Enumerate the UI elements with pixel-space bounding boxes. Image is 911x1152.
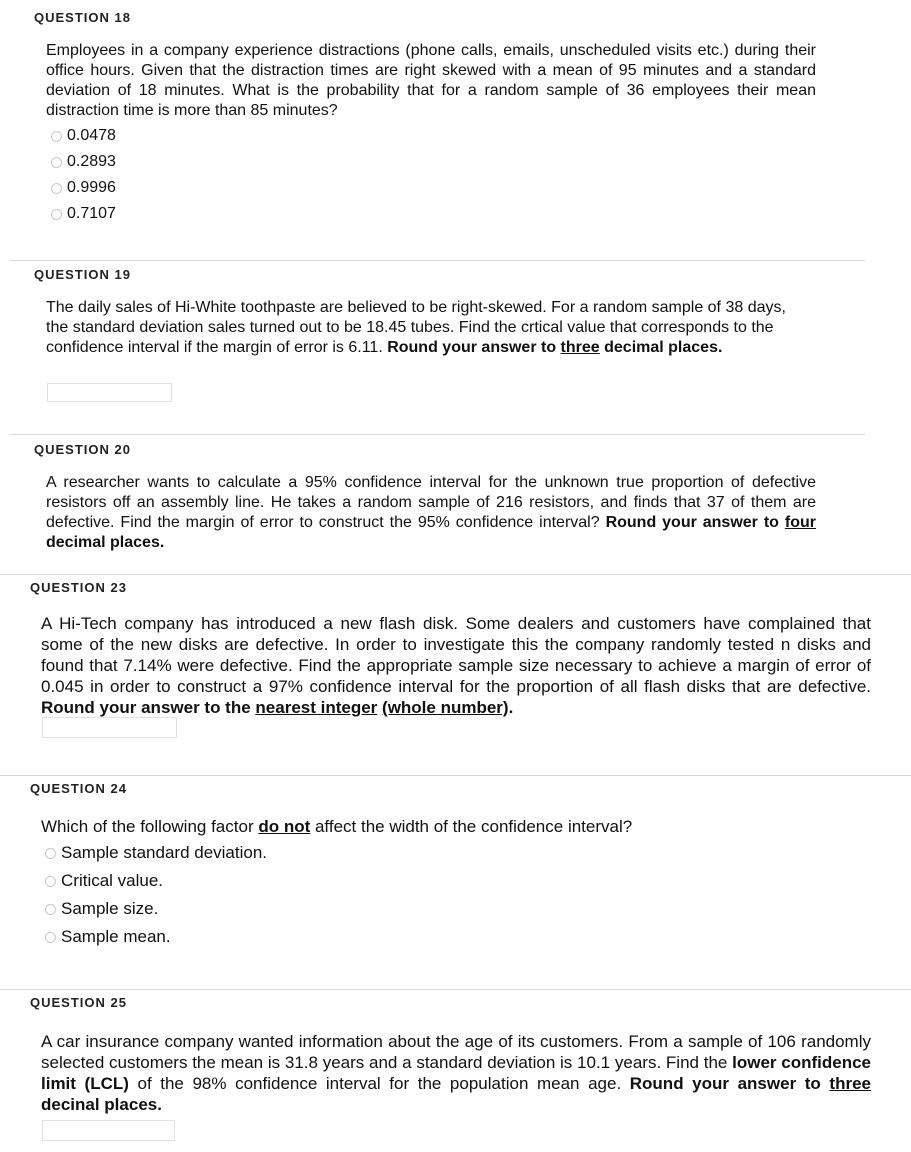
divider: [0, 574, 911, 575]
q24-body-prefix: Which of the following factor: [41, 817, 259, 836]
radio-button-icon[interactable]: [51, 157, 62, 168]
radio-button-icon[interactable]: [51, 131, 62, 142]
radio-button-icon[interactable]: [51, 183, 62, 194]
q23-nearest-integer: nearest integer: [255, 698, 378, 717]
question-25-header: QUESTION 25: [30, 995, 127, 1010]
question-24-text: [41, 817, 871, 837]
q20-round-suffix: decimal places.: [46, 534, 165, 551]
q20-body: A researcher wants to calculate a 95% confidence interval for the unknown true proportion of defective resistors off an assembly line. He takes a random sample of 216 resistors, and finds that 37 of them are defective. Find the margin of error to construct the 95% confidence interval?: [46, 474, 816, 531]
q18-option-3[interactable]: [51, 179, 116, 197]
divider: [0, 989, 911, 990]
question-20-text: [46, 473, 816, 553]
question-24-header: QUESTION 24: [30, 781, 127, 796]
q18-option-4[interactable]: [51, 205, 116, 223]
q24-do-not: do not: [258, 817, 311, 836]
radio-button-icon[interactable]: [45, 876, 56, 887]
question-19-header: QUESTION 19: [34, 267, 131, 282]
q25-round-prefix: Round your answer to: [629, 1074, 830, 1093]
q19-answer-input[interactable]: [47, 383, 172, 402]
q23-round-prefix: Round your answer to the: [41, 698, 256, 717]
q19-round-prefix: Round your answer to: [387, 339, 561, 356]
q20-round-prefix: Round your answer to: [605, 514, 785, 531]
option-label: Sample standard deviation.: [61, 843, 268, 862]
question-25-text: [41, 1031, 871, 1115]
radio-button-icon[interactable]: [45, 932, 56, 943]
q20-round-underlined: four: [784, 514, 816, 531]
q25-round-suffix: decinal places.: [41, 1095, 162, 1114]
divider: [0, 775, 911, 776]
option-label: Sample size.: [61, 899, 159, 918]
q25-lcl: lower confidence limit (LCL): [41, 1053, 871, 1093]
question-23-header: QUESTION 23: [30, 580, 127, 595]
q25-answer-input[interactable]: [42, 1120, 175, 1141]
q24-body-suffix: affect the width of the confidence interval?: [310, 817, 633, 836]
q25-round-underlined: three: [829, 1074, 871, 1093]
q25-body: A car insurance company wanted information about the age of its customers. From a sample of 106 randomly selected customers the mean is 31.8 years and a standard deviation is 10.1 years. Find the: [41, 1032, 871, 1072]
question-18-header: QUESTION 18: [34, 10, 131, 25]
q24-option-1[interactable]: [45, 843, 267, 863]
q23-round-instruction: [41, 698, 513, 717]
q23-body: A Hi-Tech company has introduced a new flash disk. Some dealers and customers have complained that some of the new disks are defective. In order to investigate this the company randomly tested n disks and found that 7.14% were defective. Find the appropriate sample size necessary to achieve a margin of error of 0.045 in order to construct a 97% confidence interval for the proportion of all flash disks that are defective.: [41, 614, 871, 696]
question-18-text: Employees in a company experience distractions (phone calls, emails, unscheduled visits etc.) during their office hours. Given that the distraction times are right skewed with a mean of 95 minutes and a standard deviation of 18 minutes. What is the probability that for a random sample of 36 employees their mean distraction time is more than 85 minutes?: [46, 42, 816, 119]
q23-whole-number: (whole number): [382, 698, 509, 717]
q19-round-suffix: decimal places.: [599, 339, 723, 356]
divider: [10, 260, 865, 261]
q19-round-underlined: three: [560, 339, 600, 356]
question-20-header: QUESTION 20: [34, 442, 131, 457]
q24-option-4[interactable]: [45, 927, 171, 947]
option-label: Sample mean.: [61, 927, 171, 946]
option-label: Critical value.: [61, 871, 164, 890]
q24-option-3[interactable]: [45, 899, 158, 919]
q18-option-1[interactable]: [51, 127, 116, 145]
question-23-text: [41, 613, 871, 718]
option-label: 0.0478: [67, 127, 116, 144]
radio-button-icon[interactable]: [45, 848, 56, 859]
option-label: 0.7107: [67, 205, 116, 222]
option-label: 0.9996: [67, 179, 116, 196]
option-label: 0.2893: [67, 153, 116, 170]
radio-button-icon[interactable]: [51, 209, 62, 220]
q25-body-suffix: of the 98% confidence interval for the population mean age.: [128, 1074, 630, 1093]
q23-answer-input[interactable]: [42, 717, 177, 738]
q19-body: The daily sales of Hi-White toothpaste are believed to be right-skewed. For a random sample of 38 days, the standard deviation sales turned out to be 18.45 tubes. Find the crtical value that corresponds to the confidence interval if the margin of error is 6.11.: [46, 299, 786, 356]
divider: [10, 434, 865, 435]
question-19-text: [46, 298, 806, 358]
q23-round-end: .: [508, 698, 514, 717]
q24-option-2[interactable]: [45, 871, 163, 891]
q18-option-2[interactable]: [51, 153, 116, 171]
q19-round-instruction: [387, 339, 722, 356]
radio-button-icon[interactable]: [45, 904, 56, 915]
